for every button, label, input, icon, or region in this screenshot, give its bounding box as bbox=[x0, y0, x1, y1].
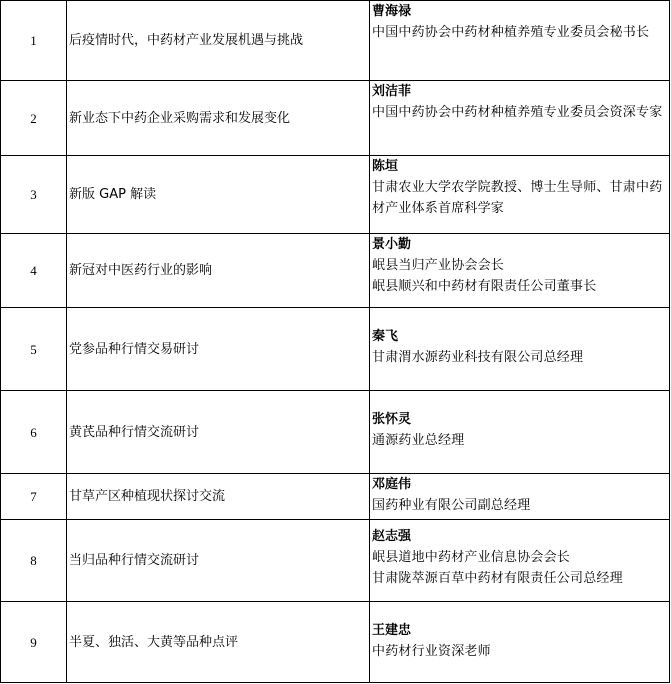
table-row bbox=[1, 156, 670, 234]
row-number: 3 bbox=[1, 156, 67, 234]
speaker-name: 陈垣 bbox=[372, 159, 399, 174]
speaker-name: 邓庭伟 bbox=[372, 477, 412, 492]
speaker-name: 曹海禄 bbox=[372, 4, 412, 19]
row-number: 7 bbox=[1, 474, 67, 520]
speaker-cell bbox=[370, 81, 670, 156]
speaker-name: 景小勤 bbox=[372, 237, 412, 252]
speaker-role: 岷县当归产业协会会长 bbox=[372, 258, 505, 273]
speaker-cell bbox=[370, 391, 670, 474]
speaker-role: 甘肃农业大学农学院教授、博士生导师、甘肃中药材产业体系首席科学家 bbox=[372, 180, 663, 216]
row-number: 5 bbox=[1, 308, 67, 391]
speaker-role: 通源药业总经理 bbox=[372, 433, 465, 448]
speaker-role: 国药种业有限公司副总经理 bbox=[372, 498, 531, 513]
table-row bbox=[1, 602, 670, 683]
speaker-name: 王建忠 bbox=[372, 623, 412, 638]
speaker-role: 岷县道地中药材产业信息协会会长 bbox=[372, 550, 571, 565]
topic-cell: 半夏、独活、大黄等品种点评 bbox=[67, 602, 370, 683]
speaker-name: 秦飞 bbox=[372, 329, 399, 344]
row-number: 8 bbox=[1, 520, 67, 602]
table-row bbox=[1, 474, 670, 520]
row-number: 1 bbox=[1, 1, 67, 81]
table-row bbox=[1, 391, 670, 474]
topic-cell: 新业态下中药企业采购需求和发展变化 bbox=[67, 81, 370, 156]
speaker-cell bbox=[370, 1, 670, 81]
row-number: 2 bbox=[1, 81, 67, 156]
row-number: 6 bbox=[1, 391, 67, 474]
row-number: 4 bbox=[1, 234, 67, 308]
table-row bbox=[1, 308, 670, 391]
topic-cell: 党参品种行情交易研讨 bbox=[67, 308, 370, 391]
topic-cell: 甘草产区种植现状探讨交流 bbox=[67, 474, 370, 520]
speaker-role: 中国中药协会中药材种植养殖专业委员会资深专家 bbox=[372, 105, 663, 120]
speaker-cell bbox=[370, 602, 670, 683]
speaker-role: 甘肃陇萃源百草中药材有限责任公司总经理 bbox=[372, 571, 623, 586]
topic-cell: 后疫情时代，中药材产业发展机遇与挑战 bbox=[67, 1, 370, 81]
topic-cell: 新冠对中医药行业的影响 bbox=[67, 234, 370, 308]
topic-cell: 新版 GAP 解读 bbox=[67, 156, 370, 234]
table-row bbox=[1, 81, 670, 156]
speaker-role: 中国中药协会中药材种植养殖专业委员会秘书长 bbox=[372, 25, 650, 40]
speaker-name: 赵志强 bbox=[372, 529, 412, 544]
speaker-role: 甘肃渭水源药业科技有限公司总经理 bbox=[372, 350, 584, 365]
speaker-cell bbox=[370, 156, 670, 234]
topic-cell: 黄芪品种行情交流研讨 bbox=[67, 391, 370, 474]
table-row bbox=[1, 1, 670, 81]
table-row bbox=[1, 520, 670, 602]
speaker-role: 中药材行业资深老师 bbox=[372, 644, 491, 659]
topic-cell: 当归品种行情交流研讨 bbox=[67, 520, 370, 602]
speaker-name: 张怀灵 bbox=[372, 412, 412, 427]
speaker-cell bbox=[370, 234, 670, 308]
speaker-role: 岷县顺兴和中药材有限责任公司董事长 bbox=[372, 279, 597, 294]
speaker-cell bbox=[370, 474, 670, 520]
table-row bbox=[1, 234, 670, 308]
speaker-cell bbox=[370, 520, 670, 602]
speaker-cell bbox=[370, 308, 670, 391]
speaker-name: 刘洁菲 bbox=[372, 84, 412, 99]
row-number: 9 bbox=[1, 602, 67, 683]
